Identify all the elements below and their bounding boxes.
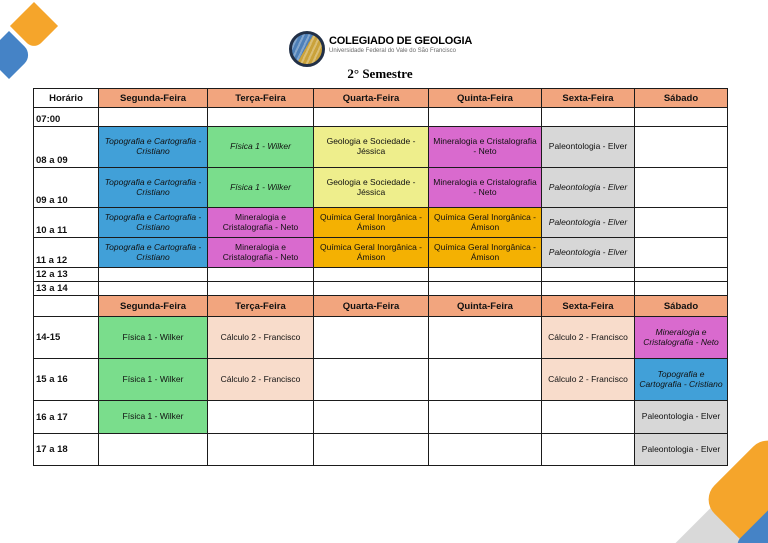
class-cell: Química Geral Inorgânica - Ámison: [314, 238, 429, 268]
class-cell: Paleontologia - Elver: [542, 127, 635, 168]
empty-cell: [635, 282, 728, 296]
class-cell: Mineralogia e Cristalografia - Neto: [429, 168, 542, 208]
class-cell: Química Geral Inorgânica - Ámison: [314, 208, 429, 238]
class-cell: Física 1 - Wilker: [208, 127, 314, 168]
org-name: COLEGIADO DE GEOLOGIA: [329, 35, 473, 47]
empty-cell: [429, 108, 542, 127]
time-slot-label: 16 a 17: [34, 401, 99, 434]
class-cell: Topografia e Cartografia - Cristiano: [99, 238, 208, 268]
class-cell: Cálculo 2 - Francisco: [208, 317, 314, 359]
empty-cell: [429, 317, 542, 359]
empty-cell: [99, 108, 208, 127]
brand-text: [329, 31, 472, 54]
empty-cell: [542, 401, 635, 434]
empty-cell: [99, 434, 208, 466]
class-cell: Topografia e Cartografia - Cristiano: [99, 127, 208, 168]
time-slot-label: 11 a 12: [34, 238, 99, 268]
empty-cell: [635, 268, 728, 282]
time-slot-label: 12 a 13: [34, 268, 99, 282]
empty-cell: [208, 401, 314, 434]
class-cell: Geologia e Sociedade - Jéssica: [314, 127, 429, 168]
empty-cell: [314, 434, 429, 466]
empty-cell: [635, 238, 728, 268]
schedule-row: [34, 282, 728, 296]
empty-cell: [314, 359, 429, 401]
schedule-row: [34, 401, 728, 434]
schedule-row: [34, 108, 728, 127]
empty-cell: [208, 282, 314, 296]
day-header: Quinta-Feira: [429, 89, 542, 108]
class-cell: Cálculo 2 - Francisco: [542, 359, 635, 401]
class-cell: Paleontologia - Elver: [635, 401, 728, 434]
day-header: Quinta-Feira: [429, 296, 542, 317]
class-cell: Mineralogia e Cristalografia - Neto: [429, 127, 542, 168]
schedule-table-wrapper: [33, 88, 728, 466]
day-header: Quarta-Feira: [314, 296, 429, 317]
class-cell: Cálculo 2 - Francisco: [542, 317, 635, 359]
empty-cell: [542, 268, 635, 282]
day-header: Quarta-Feira: [314, 89, 429, 108]
class-cell: Mineralogia e Cristalografia - Neto: [635, 317, 728, 359]
empty-cell: [635, 168, 728, 208]
day-header: Segunda-Feira: [99, 296, 208, 317]
empty-cell: [429, 282, 542, 296]
class-cell: Química Geral Inorgânica - Ámison: [429, 208, 542, 238]
time-slot-label: 13 a 14: [34, 282, 99, 296]
schedule-row: [34, 359, 728, 401]
class-cell: Mineralogia e Cristalografia - Neto: [208, 208, 314, 238]
empty-cell: [314, 282, 429, 296]
schedule-row: [34, 317, 728, 359]
class-cell: Física 1 - Wilker: [99, 359, 208, 401]
schedule-row: [34, 168, 728, 208]
day-header: Sábado: [635, 89, 728, 108]
class-cell: Paleontologia - Elver: [542, 208, 635, 238]
empty-cell: [635, 208, 728, 238]
time-column-header: [34, 296, 99, 317]
day-header: Terça-Feira: [208, 296, 314, 317]
brand-header: [289, 31, 472, 67]
class-cell: Paleontologia - Elver: [635, 434, 728, 466]
time-slot-label: 08 a 09: [34, 127, 99, 168]
schedule-row: [34, 127, 728, 168]
empty-cell: [542, 282, 635, 296]
class-cell: Física 1 - Wilker: [99, 317, 208, 359]
day-header: Segunda-Feira: [99, 89, 208, 108]
time-slot-label: 15 a 16: [34, 359, 99, 401]
empty-cell: [314, 268, 429, 282]
empty-cell: [208, 434, 314, 466]
schedule-row: [34, 268, 728, 282]
schedule-row: [34, 238, 728, 268]
semester-title: 2° Semestre: [347, 66, 413, 81]
class-cell: Química Geral Inorgânica - Ámison: [429, 238, 542, 268]
class-cell: Topografia e Cartografia - Cristiano: [99, 208, 208, 238]
header-row: [34, 89, 728, 108]
empty-cell: [429, 268, 542, 282]
day-header: Sexta-Feira: [542, 296, 635, 317]
empty-cell: [314, 108, 429, 127]
empty-cell: [314, 317, 429, 359]
class-cell: Cálculo 2 - Francisco: [208, 359, 314, 401]
day-header: Sábado: [635, 296, 728, 317]
class-cell: Paleontologia - Elver: [542, 168, 635, 208]
class-cell: Topografia e Cartografia -Cristiano: [99, 168, 208, 208]
empty-cell: [208, 108, 314, 127]
empty-cell: [542, 434, 635, 466]
schedule-table: [33, 88, 728, 466]
time-slot-label: 07:00: [34, 108, 99, 127]
university-logo-icon: [289, 31, 325, 67]
class-cell: Topografia e Cartografia - Cristiano: [635, 359, 728, 401]
time-slot-label: 14-15: [34, 317, 99, 359]
header-row: [34, 296, 728, 317]
class-cell: Mineralogia e Cristalografia - Neto: [208, 238, 314, 268]
empty-cell: [99, 268, 208, 282]
empty-cell: [542, 108, 635, 127]
class-cell: Geologia e Sociedade - Jéssica: [314, 168, 429, 208]
class-cell: Paleontologia - Elver: [542, 238, 635, 268]
empty-cell: [429, 359, 542, 401]
empty-cell: [314, 401, 429, 434]
empty-cell: [208, 268, 314, 282]
schedule-row: [34, 208, 728, 238]
empty-cell: [99, 282, 208, 296]
org-subtitle: Universidade Federal do Vale do São Francisco: [329, 48, 456, 54]
empty-cell: [635, 127, 728, 168]
empty-cell: [429, 401, 542, 434]
empty-cell: [635, 108, 728, 127]
day-header: Sexta-Feira: [542, 89, 635, 108]
schedule-body: [34, 89, 728, 466]
time-slot-label: 09 a 10: [34, 168, 99, 208]
time-column-header: Horário: [34, 89, 99, 108]
schedule-row: [34, 434, 728, 466]
empty-cell: [429, 434, 542, 466]
time-slot-label: 17 a 18: [34, 434, 99, 466]
class-cell: Física 1 - Wilker: [99, 401, 208, 434]
class-cell: Física 1 - Wilker: [208, 168, 314, 208]
day-header: Terça-Feira: [208, 89, 314, 108]
time-slot-label: 10 a 11: [34, 208, 99, 238]
